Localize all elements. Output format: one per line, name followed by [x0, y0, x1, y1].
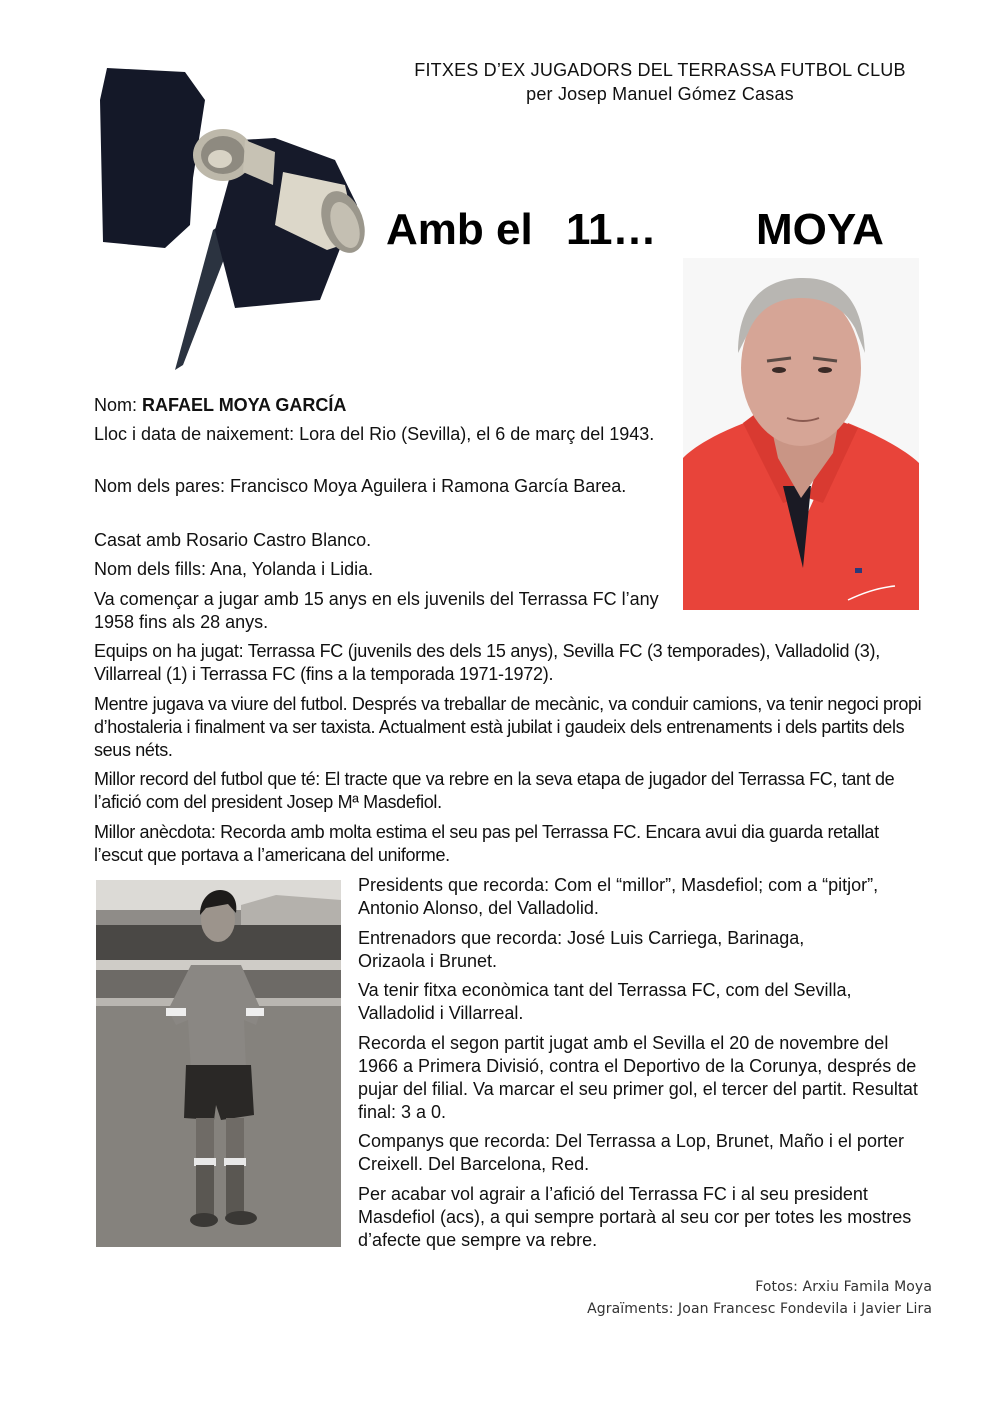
parents-info: Nom dels pares: Francisco Moya Aguilera i Ramona García Barea.: [94, 476, 627, 496]
presidents-info: Presidents que recorda: Com el “millor”, Masdefiol; com a “pitjor”, Antonio Alonso, del Valladolid.: [358, 875, 879, 918]
loudspeaker-image: [95, 60, 380, 372]
title-player: MOYA: [756, 205, 884, 254]
name-value: RAFAEL MOYA GARCÍA: [142, 395, 347, 415]
acknowledgements: Agraïments: Joan Francesc Fondevila i Javier Lira: [587, 1301, 932, 1317]
second-match-info: Recorda el segon partit jugat amb el Sevilla el 20 de novembre del 1966 a Primera Divisió, contra el Deportivo de la Corunya, després de pujar del filial. Va marcar el seu primer gol, el tercer del partit. Resultat final: 3 a 0.: [358, 1033, 918, 1122]
best-memory: Millor record del futbol que té: El tracte que va rebre en la seva etapa de jugador del Terrassa FC, tant de l’afició com del president Josep Mª Masdefiol.: [94, 769, 895, 812]
photo-credit: Fotos: Arxiu Famila Moya: [755, 1279, 932, 1295]
start-info: Va començar a jugar amb 15 anys en els juvenils del Terrassa FC l’any 1958 fins als 28 anys.: [94, 589, 659, 632]
vintage-player-photo: [96, 880, 341, 1247]
best-anecdote: Millor anècdota: Recorda amb molta estima el seu pas pel Terrassa FC. Encara avui dia guarda retallat l’escut que portava a l’americana del uniforme.: [94, 822, 879, 865]
teams-info: Equips on ha jugat: Terrassa FC (juvenils des dels 15 anys), Sevilla FC (3 temporades), Valladolid (3), Villarreal (1) i Terrassa FC (fins a la temporada 1971-1972).: [94, 641, 880, 684]
author-line: per Josep Manuel Gómez Casas: [526, 84, 794, 104]
portrait-photo: [683, 258, 919, 610]
series-title: FITXES D’EX JUGADORS DEL TERRASSA FUTBOL CLUB: [414, 60, 906, 80]
children-info: Nom dels fills: Ana, Yolanda i Lidia.: [94, 559, 374, 579]
teammates-info: Companys que recorda: Del Terrassa a Lop, Brunet, Maño i el porter Creixell. Del Barcelona, Red.: [358, 1131, 904, 1174]
spouse-info: Casat amb Rosario Castro Blanco.: [94, 530, 372, 550]
title-number: 11…: [566, 205, 657, 254]
coaches-info: Entrenadors que recorda: José Luis Carriega, Barinaga, Orizaola i Brunet.: [358, 928, 805, 971]
closing-thanks: Per acabar vol agrair a l’afició del Terrassa FC i al seu president Masdefiol (acs), a qui sempre portarà al seu cor per totes les mostres d’afecte que sempre va rebre.: [358, 1184, 912, 1250]
name-label: Nom:: [94, 395, 143, 415]
name-field: [94, 394, 674, 417]
career-info: Mentre jugava va viure del futbol. Després va treballar de mecànic, va conduir camions, va tenir negoci propi d’hostaleria i finalment va ser taxista. Actualment està jubilat i gaudeix dels entrenaments i dels partits dels seus néts.: [94, 694, 922, 760]
title-prefix: Amb el: [386, 205, 533, 254]
contract-info: Va tenir fitxa econòmica tant del Terrassa FC, com del Sevilla, Valladolid i Villarreal.: [358, 980, 852, 1023]
birth-info: Lloc i data de naixement: Lora del Rio (Sevilla), el 6 de març del 1943.: [94, 424, 655, 444]
